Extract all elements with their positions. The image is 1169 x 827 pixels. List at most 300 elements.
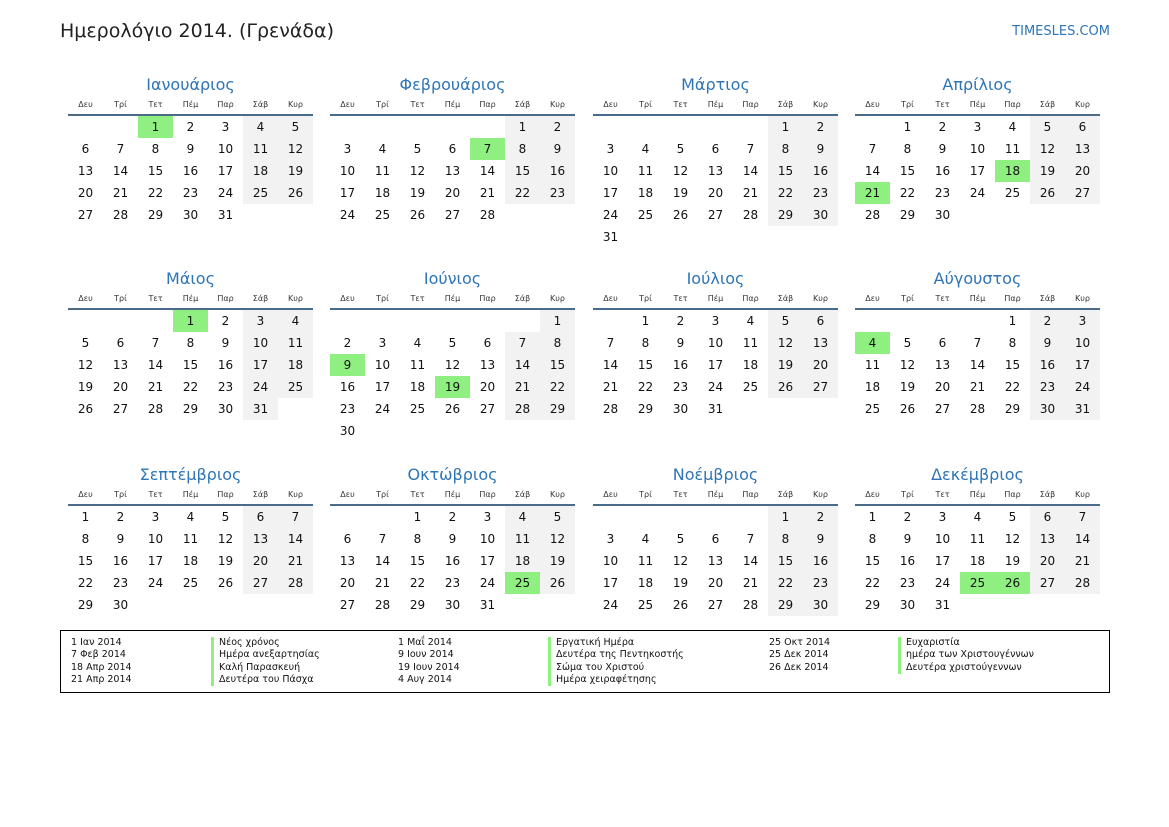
month-name: Οκτώβριος bbox=[407, 465, 498, 484]
day-cell: 10 bbox=[602, 554, 619, 568]
day-cell: 12 bbox=[77, 358, 94, 372]
weekday-label: Σάβ bbox=[514, 100, 531, 109]
month-name: Μάιος bbox=[166, 269, 215, 288]
day-cell: 7 bbox=[606, 336, 615, 350]
month-calendar bbox=[68, 464, 313, 616]
legend-names bbox=[211, 637, 320, 686]
day-cell: 7 bbox=[973, 336, 982, 350]
day-cell: 15 bbox=[505, 160, 540, 182]
day-cell: 30 bbox=[182, 208, 199, 222]
day-cell: 24 bbox=[217, 186, 234, 200]
day-cell: 4 bbox=[278, 310, 313, 332]
legend-dates bbox=[71, 637, 132, 686]
day-cell: 14 bbox=[112, 164, 129, 178]
day-cell: 6 bbox=[1065, 116, 1100, 138]
weekday-label: Τρί bbox=[901, 490, 914, 499]
legend-holiday-name: Δευτέρα χριστούγεννων bbox=[898, 662, 1034, 674]
day-cell: 9 bbox=[676, 336, 685, 350]
month-name: Φεβρουάριος bbox=[399, 75, 506, 94]
weekday-label: Παρ bbox=[1004, 490, 1021, 499]
day-cell: 8 bbox=[768, 528, 803, 550]
day-cell: 22 bbox=[864, 576, 881, 590]
empty-cell bbox=[400, 310, 435, 332]
weekday-label: Τρί bbox=[376, 294, 389, 303]
weekday-label: Κυρ bbox=[1075, 490, 1090, 499]
weekday-label: Τετ bbox=[673, 294, 688, 303]
day-cell: 12 bbox=[217, 532, 234, 546]
legend-date: 25 Δεκ 2014 bbox=[769, 649, 829, 661]
day-cell: 23 bbox=[112, 576, 129, 590]
empty-cell bbox=[435, 116, 470, 138]
day-cell: 21 bbox=[969, 380, 986, 394]
day-cell: 7 bbox=[378, 532, 387, 546]
weekday-label: Σάβ bbox=[777, 490, 794, 499]
legend-holiday-name: Καλή Παρασκευή bbox=[211, 662, 320, 674]
day-cell: 8 bbox=[868, 532, 877, 546]
day-cell: 14 bbox=[278, 528, 313, 550]
weekday-label: Πέμ bbox=[969, 294, 986, 303]
month-name: Σεπτέμβριος bbox=[139, 465, 242, 484]
empty-cell bbox=[330, 116, 365, 138]
day-cell: 18 bbox=[505, 550, 540, 572]
weekday-label: Τετ bbox=[148, 100, 163, 109]
day-cell: 10 bbox=[243, 332, 278, 354]
weekday-label: Δευ bbox=[603, 294, 618, 303]
day-cell: 28 bbox=[147, 402, 164, 416]
empty-cell bbox=[400, 116, 435, 138]
day-grid bbox=[330, 310, 575, 442]
legend-date: 26 Δεκ 2014 bbox=[769, 661, 829, 673]
weekday-label: Κυρ bbox=[813, 294, 828, 303]
day-cell: 29 bbox=[1004, 402, 1021, 416]
weekday-label: Σάβ bbox=[252, 294, 269, 303]
day-cell: 20 bbox=[243, 550, 278, 572]
day-cell: 9 bbox=[803, 138, 838, 160]
empty-cell bbox=[733, 116, 768, 138]
weekday-label: Πέμ bbox=[444, 490, 461, 499]
legend-holiday-name: ημέρα των Χριστουγέννων bbox=[898, 649, 1034, 661]
day-cell: 9 bbox=[803, 528, 838, 550]
day-cell: 22 bbox=[768, 182, 803, 204]
day-cell: 15 bbox=[77, 554, 94, 568]
day-cell: 8 bbox=[81, 532, 90, 546]
day-cell: 13 bbox=[479, 358, 496, 372]
weekday-label: Τρί bbox=[639, 490, 652, 499]
weekday-label: Τετ bbox=[935, 100, 950, 109]
day-cell: 26 bbox=[217, 576, 234, 590]
legend-date: 1 Μαΐ 2014 bbox=[398, 637, 452, 648]
day-cell: 12 bbox=[1004, 532, 1021, 546]
weekday-label: Τρί bbox=[901, 294, 914, 303]
weekday-label: Πέμ bbox=[444, 294, 461, 303]
day-cell: 31 bbox=[934, 598, 951, 612]
day-cell: 6 bbox=[243, 506, 278, 528]
weekday-label: Σάβ bbox=[1039, 294, 1056, 303]
weekday-label: Κυρ bbox=[288, 100, 303, 109]
weekday-label: Πέμ bbox=[707, 490, 724, 499]
weekday-label: Παρ bbox=[742, 490, 759, 499]
legend-holiday-name: Εργατική Ημέρα bbox=[548, 637, 684, 649]
day-cell: 12 bbox=[409, 164, 426, 178]
day-cell: 20 bbox=[112, 380, 129, 394]
weekday-label: Δευ bbox=[78, 100, 93, 109]
day-cell: 25 bbox=[864, 402, 881, 416]
day-cell: 23 bbox=[444, 576, 461, 590]
day-cell: 27 bbox=[243, 572, 278, 594]
weekday-header bbox=[330, 98, 575, 116]
day-cell: 16 bbox=[217, 358, 234, 372]
day-cell: 1 bbox=[768, 116, 803, 138]
weekday-label: Παρ bbox=[742, 294, 759, 303]
weekday-label: Παρ bbox=[479, 294, 496, 303]
day-cell: 27 bbox=[479, 402, 496, 416]
day-cell: 25 bbox=[637, 598, 654, 612]
day-cell: 6 bbox=[803, 310, 838, 332]
day-cell: 24 bbox=[374, 402, 391, 416]
day-cell: 25 bbox=[742, 380, 759, 394]
day-cell: 22 bbox=[77, 576, 94, 590]
day-cell: 18 bbox=[278, 354, 313, 376]
day-cell: 16 bbox=[339, 380, 356, 394]
weekday-header bbox=[68, 98, 313, 116]
holiday-cell: 18 bbox=[995, 160, 1030, 182]
month-calendar bbox=[855, 74, 1100, 226]
legend-dates bbox=[769, 637, 830, 674]
legend-names bbox=[898, 637, 1034, 674]
day-cell: 17 bbox=[217, 164, 234, 178]
day-cell: 17 bbox=[602, 186, 619, 200]
day-cell: 23 bbox=[899, 576, 916, 590]
weekday-label: Κυρ bbox=[550, 294, 565, 303]
day-cell: 17 bbox=[339, 186, 356, 200]
day-cell: 15 bbox=[864, 554, 881, 568]
weekday-label: Τετ bbox=[410, 490, 425, 499]
weekday-header bbox=[855, 292, 1100, 310]
empty-cell bbox=[68, 310, 103, 332]
calendar-grid bbox=[68, 74, 1101, 624]
weekday-label: Κυρ bbox=[813, 100, 828, 109]
day-cell: 19 bbox=[217, 554, 234, 568]
day-cell: 21 bbox=[147, 380, 164, 394]
day-cell: 7 bbox=[1065, 506, 1100, 528]
day-grid bbox=[855, 116, 1100, 226]
month-name: Ιούλιος bbox=[686, 269, 745, 288]
day-cell: 21 bbox=[505, 376, 540, 398]
holiday-cell: 26 bbox=[995, 572, 1030, 594]
month-name: Αύγουστος bbox=[933, 269, 1022, 288]
legend-holiday-name: Ημέρα ανεξαρτησίας bbox=[211, 649, 320, 661]
day-cell: 29 bbox=[409, 598, 426, 612]
weekday-label: Σάβ bbox=[514, 490, 531, 499]
day-grid bbox=[855, 506, 1100, 616]
day-cell: 24 bbox=[1065, 376, 1100, 398]
day-cell: 17 bbox=[707, 358, 724, 372]
day-cell: 27 bbox=[339, 598, 356, 612]
empty-cell bbox=[103, 310, 138, 332]
weekday-label: Παρ bbox=[217, 100, 234, 109]
day-cell: 2 bbox=[343, 336, 352, 350]
weekday-label: Κυρ bbox=[288, 294, 303, 303]
day-cell: 27 bbox=[1065, 182, 1100, 204]
day-cell: 26 bbox=[77, 402, 94, 416]
day-grid bbox=[330, 506, 575, 616]
day-cell: 22 bbox=[409, 576, 426, 590]
day-cell: 29 bbox=[768, 594, 803, 616]
day-cell: 12 bbox=[444, 358, 461, 372]
weekday-label: Τετ bbox=[410, 100, 425, 109]
day-cell: 22 bbox=[147, 186, 164, 200]
month-name: Νοέμβριος bbox=[672, 465, 759, 484]
day-cell: 22 bbox=[899, 186, 916, 200]
legend-date: 18 Απρ 2014 bbox=[71, 661, 132, 673]
day-cell: 10 bbox=[374, 358, 391, 372]
day-cell: 23 bbox=[1030, 376, 1065, 398]
holiday-cell: 19 bbox=[435, 376, 470, 398]
day-cell: 20 bbox=[707, 576, 724, 590]
day-cell: 15 bbox=[409, 554, 426, 568]
weekday-label: Δευ bbox=[865, 294, 880, 303]
day-cell: 15 bbox=[768, 550, 803, 572]
day-cell: 5 bbox=[540, 506, 575, 528]
day-cell: 1 bbox=[540, 310, 575, 332]
day-cell: 4 bbox=[641, 142, 650, 156]
day-cell: 28 bbox=[742, 208, 759, 222]
legend-holiday-name: Δευτέρα του Πάσχα bbox=[211, 674, 320, 686]
day-cell: 4 bbox=[746, 314, 755, 328]
day-cell: 14 bbox=[479, 164, 496, 178]
day-cell: 20 bbox=[479, 380, 496, 394]
day-cell: 9 bbox=[903, 532, 912, 546]
weekday-label: Παρ bbox=[1004, 294, 1021, 303]
day-cell: 3 bbox=[343, 142, 352, 156]
day-cell: 12 bbox=[672, 164, 689, 178]
day-cell: 25 bbox=[637, 208, 654, 222]
day-cell: 26 bbox=[1030, 182, 1065, 204]
weekday-label: Τετ bbox=[935, 490, 950, 499]
day-cell: 19 bbox=[768, 354, 803, 376]
holiday-cell: 1 bbox=[173, 310, 208, 332]
day-cell: 2 bbox=[1030, 310, 1065, 332]
holiday-cell: 1 bbox=[138, 116, 173, 138]
weekday-label: Δευ bbox=[78, 294, 93, 303]
month-calendar bbox=[68, 268, 313, 420]
day-cell: 19 bbox=[899, 380, 916, 394]
day-cell: 11 bbox=[1004, 142, 1021, 156]
day-cell: 2 bbox=[448, 510, 457, 524]
day-cell: 7 bbox=[278, 506, 313, 528]
weekday-label: Παρ bbox=[217, 490, 234, 499]
weekday-label: Τρί bbox=[376, 490, 389, 499]
day-cell: 3 bbox=[938, 510, 947, 524]
day-cell: 6 bbox=[938, 336, 947, 350]
day-cell: 10 bbox=[934, 532, 951, 546]
day-cell: 4 bbox=[641, 532, 650, 546]
day-cell: 3 bbox=[711, 314, 720, 328]
legend-date: 25 Οκτ 2014 bbox=[769, 637, 831, 648]
weekday-label: Κυρ bbox=[813, 490, 828, 499]
day-cell: 29 bbox=[637, 402, 654, 416]
day-cell: 13 bbox=[243, 528, 278, 550]
day-cell: 9 bbox=[448, 532, 457, 546]
weekday-header bbox=[855, 98, 1100, 116]
day-cell: 28 bbox=[602, 402, 619, 416]
weekday-label: Δευ bbox=[603, 100, 618, 109]
weekday-label: Τρί bbox=[114, 490, 127, 499]
day-cell: 23 bbox=[934, 186, 951, 200]
day-cell: 19 bbox=[409, 186, 426, 200]
day-cell: 28 bbox=[374, 598, 391, 612]
weekday-label: Δευ bbox=[340, 294, 355, 303]
day-cell: 1 bbox=[641, 314, 650, 328]
day-cell: 3 bbox=[606, 532, 615, 546]
day-cell: 19 bbox=[672, 576, 689, 590]
day-cell: 16 bbox=[182, 164, 199, 178]
weekday-label: Πέμ bbox=[444, 100, 461, 109]
day-cell: 24 bbox=[243, 376, 278, 398]
day-cell: 21 bbox=[602, 380, 619, 394]
weekday-header bbox=[855, 488, 1100, 506]
day-cell: 30 bbox=[899, 598, 916, 612]
day-cell: 11 bbox=[864, 358, 881, 372]
legend-dates bbox=[398, 637, 460, 686]
day-cell: 16 bbox=[803, 160, 838, 182]
empty-cell bbox=[925, 310, 960, 332]
day-cell: 28 bbox=[742, 598, 759, 612]
day-cell: 8 bbox=[1008, 336, 1017, 350]
day-cell: 8 bbox=[413, 532, 422, 546]
day-cell: 13 bbox=[444, 164, 461, 178]
day-cell: 23 bbox=[672, 380, 689, 394]
empty-cell bbox=[593, 116, 628, 138]
weekday-header bbox=[68, 488, 313, 506]
day-cell: 10 bbox=[969, 142, 986, 156]
day-cell: 31 bbox=[602, 230, 619, 244]
day-cell: 2 bbox=[803, 116, 838, 138]
day-cell: 20 bbox=[934, 380, 951, 394]
empty-cell bbox=[628, 506, 663, 528]
day-cell: 3 bbox=[483, 510, 492, 524]
day-cell: 6 bbox=[448, 142, 457, 156]
weekday-label: Παρ bbox=[479, 490, 496, 499]
weekday-label: Σάβ bbox=[252, 100, 269, 109]
day-grid bbox=[68, 116, 313, 226]
day-cell: 26 bbox=[768, 376, 803, 398]
day-cell: 8 bbox=[151, 142, 160, 156]
month-calendar bbox=[330, 464, 575, 616]
day-cell: 12 bbox=[540, 528, 575, 550]
day-cell: 3 bbox=[151, 510, 160, 524]
day-cell: 2 bbox=[540, 116, 575, 138]
day-cell: 20 bbox=[1030, 550, 1065, 572]
day-cell: 9 bbox=[221, 336, 230, 350]
day-cell: 8 bbox=[768, 138, 803, 160]
day-cell: 8 bbox=[505, 138, 540, 160]
day-cell: 27 bbox=[444, 208, 461, 222]
day-cell: 26 bbox=[899, 402, 916, 416]
day-cell: 26 bbox=[278, 182, 313, 204]
day-cell: 31 bbox=[243, 398, 278, 420]
weekday-label: Δευ bbox=[340, 100, 355, 109]
legend-holiday-name: Ημέρα χειραφέτησης bbox=[548, 674, 684, 686]
day-cell: 26 bbox=[672, 208, 689, 222]
day-grid bbox=[330, 116, 575, 226]
day-grid bbox=[593, 506, 838, 616]
day-cell: 15 bbox=[899, 164, 916, 178]
weekday-label: Κυρ bbox=[1075, 100, 1090, 109]
weekday-label: Πέμ bbox=[969, 490, 986, 499]
day-cell: 20 bbox=[339, 576, 356, 590]
legend-date: 19 Ιουν 2014 bbox=[398, 661, 460, 673]
day-cell: 11 bbox=[182, 532, 199, 546]
day-cell: 4 bbox=[186, 510, 195, 524]
weekday-label: Κυρ bbox=[288, 490, 303, 499]
day-cell: 13 bbox=[707, 554, 724, 568]
day-cell: 29 bbox=[864, 598, 881, 612]
day-cell: 21 bbox=[479, 186, 496, 200]
day-cell: 19 bbox=[1030, 160, 1065, 182]
holiday-cell: 4 bbox=[855, 332, 890, 354]
empty-cell bbox=[663, 506, 698, 528]
empty-cell bbox=[505, 310, 540, 332]
legend-date: 4 Αυγ 2014 bbox=[398, 673, 452, 685]
weekday-label: Πέμ bbox=[707, 294, 724, 303]
day-cell: 19 bbox=[77, 380, 94, 394]
day-cell: 17 bbox=[147, 554, 164, 568]
day-cell: 29 bbox=[77, 598, 94, 612]
day-cell: 5 bbox=[1008, 510, 1017, 524]
weekday-header bbox=[68, 292, 313, 310]
page-title: Ημερολόγιο 2014. (Γρενάδα) bbox=[60, 20, 334, 42]
day-cell: 27 bbox=[77, 208, 94, 222]
legend-holiday-name: Ευχαριστία bbox=[898, 637, 1034, 649]
day-cell: 9 bbox=[116, 532, 125, 546]
weekday-label: Σάβ bbox=[777, 100, 794, 109]
weekday-label: Πέμ bbox=[707, 100, 724, 109]
day-cell: 11 bbox=[505, 528, 540, 550]
day-cell: 1 bbox=[1008, 314, 1017, 328]
day-cell: 5 bbox=[221, 510, 230, 524]
weekday-header bbox=[593, 292, 838, 310]
day-cell: 14 bbox=[1065, 528, 1100, 550]
month-calendar bbox=[330, 268, 575, 442]
day-cell: 31 bbox=[707, 402, 724, 416]
day-cell: 30 bbox=[444, 598, 461, 612]
day-cell: 9 bbox=[938, 142, 947, 156]
day-cell: 28 bbox=[505, 398, 540, 420]
month-calendar bbox=[330, 74, 575, 226]
day-cell: 23 bbox=[540, 182, 575, 204]
legend-date: 21 Απρ 2014 bbox=[71, 673, 132, 685]
day-cell: 18 bbox=[182, 554, 199, 568]
day-cell: 17 bbox=[374, 380, 391, 394]
day-cell: 22 bbox=[505, 182, 540, 204]
day-cell: 1 bbox=[505, 116, 540, 138]
weekday-label: Δευ bbox=[78, 490, 93, 499]
weekday-label: Τετ bbox=[410, 294, 425, 303]
month-calendar bbox=[68, 74, 313, 226]
day-cell: 4 bbox=[413, 336, 422, 350]
site-link[interactable]: TIMESLES.COM bbox=[1012, 24, 1110, 39]
weekday-label: Πέμ bbox=[969, 100, 986, 109]
day-cell: 11 bbox=[742, 336, 759, 350]
day-cell: 27 bbox=[112, 402, 129, 416]
empty-cell bbox=[960, 310, 995, 332]
day-cell: 21 bbox=[278, 550, 313, 572]
day-cell: 2 bbox=[803, 506, 838, 528]
empty-cell bbox=[593, 506, 628, 528]
day-cell: 15 bbox=[147, 164, 164, 178]
empty-cell bbox=[470, 310, 505, 332]
